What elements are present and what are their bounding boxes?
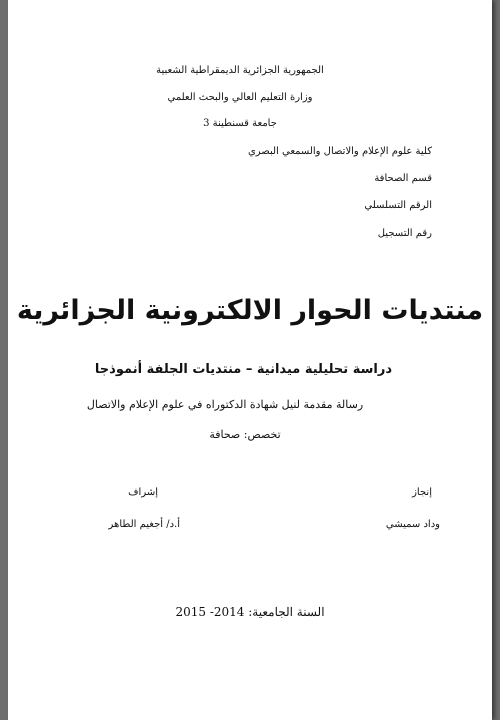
university-line: جامعة قسنطينة 3: [203, 118, 277, 129]
prepared-by-label: إنجاز: [412, 487, 432, 498]
serial-number-label: الرقم التسلسلي: [364, 200, 432, 211]
supervision-label: إشراف: [128, 487, 158, 498]
author-name: وداد سميشي: [385, 519, 440, 530]
thesis-note: رسالة مقدمة لنيل شهادة الدكتوراه في علوم الإعلام والاتصال: [86, 398, 364, 411]
registration-number-label: رقم التسجيل: [377, 228, 432, 239]
faculty-line: كلية علوم الإعلام والاتصال والسمعي البصري: [247, 146, 432, 157]
academic-year: السنة الجامعية: 2014- 2015: [175, 605, 325, 619]
republic-line: الجمهورية الجزائرية الديمقراطية الشعبية: [156, 65, 324, 76]
ministry-line: وزارة التعليم العالي والبحث العلمي: [167, 92, 313, 103]
document-page: [8, 0, 492, 720]
page-subtitle: دراسة تحليلية ميدانية – منتديات الجلفة أنموذجا: [94, 362, 392, 377]
supervisor-name: أ.د/ أجغيم الطاهر: [108, 519, 180, 530]
department-line: قسم الصحافة: [374, 173, 432, 184]
page-title: منتديات الحوار الالكترونية الجزائرية: [16, 295, 484, 326]
specialization-line: تخصص: صحافة: [209, 428, 281, 441]
